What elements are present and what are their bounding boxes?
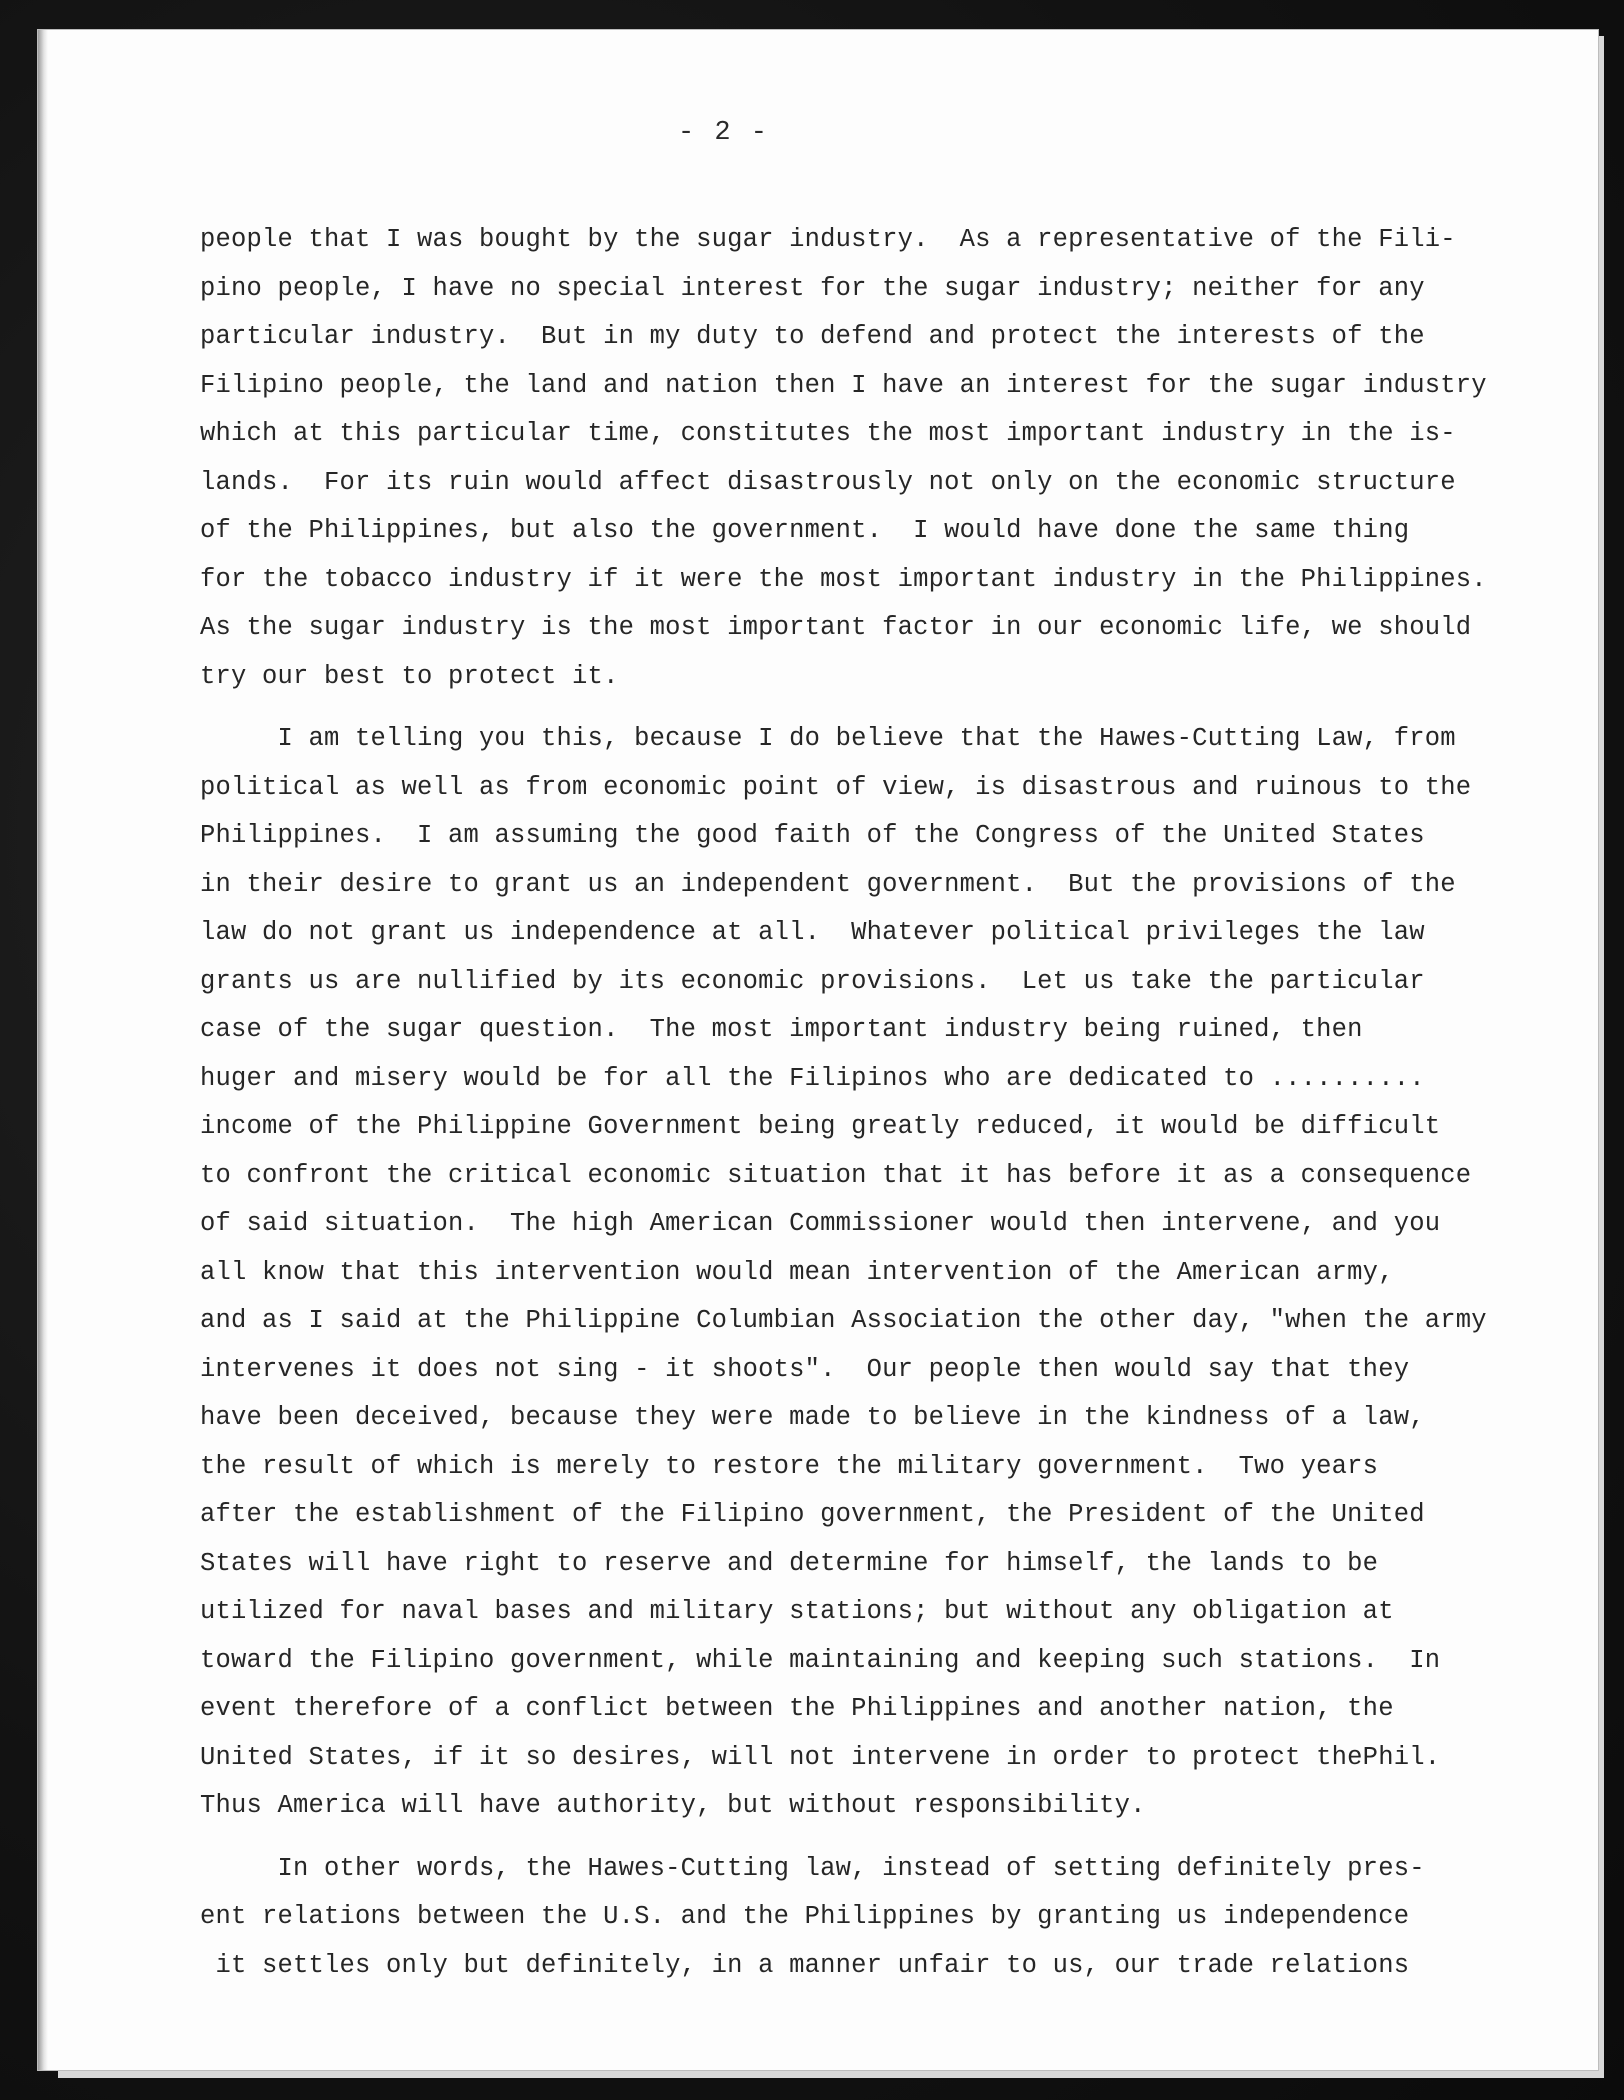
text-line: I am telling you this, because I do believe that the Hawes-Cutting Law, from	[200, 724, 1456, 753]
text-line: event therefore of a conflict between the Philippines and another nation, the	[200, 1694, 1394, 1723]
text-line: have been deceived, because they were made to believe in the kindness of a law,	[200, 1403, 1425, 1432]
text-line: Thus America will have authority, but without responsibility.	[200, 1791, 1146, 1820]
text-line: utilized for naval bases and military stations; but without any obligation at	[200, 1597, 1394, 1626]
text-line: ent relations between the U.S. and the Philippines by granting us independence	[200, 1902, 1410, 1931]
text-line: of said situation. The high American Commissioner would then intervene, and you	[200, 1209, 1441, 1238]
text-line: after the establishment of the Filipino government, the President of the United	[200, 1500, 1425, 1529]
text-line: of the Philippines, but also the government. I would have done the same thing	[200, 516, 1410, 545]
text-line: and as I said at the Philippine Columbian Association the other day, "when the army	[200, 1306, 1487, 1335]
text-line: political as well as from economic point of view, is disastrous and ruinous to the	[200, 772, 1472, 802]
text-line: United States, if it so desires, will not intervene in order to protect thePhil.	[200, 1742, 1441, 1772]
text-line: in their desire to grant us an independent government. But the provisions of the	[200, 869, 1456, 899]
text-line: States will have right to reserve and determine for himself, the lands to be	[200, 1548, 1379, 1578]
text-line: In other words, the Hawes-Cutting law, instead of setting definitely pres-	[200, 1853, 1425, 1883]
text-line: try our best to protect it.	[200, 661, 619, 691]
text-line: particular industry. But in my duty to defend and protect the interests of the	[200, 322, 1425, 351]
text-line: which at this particular time, constitutes the most important industry in the is-	[200, 419, 1456, 448]
text-line: pino people, I have no special interest for the sugar industry; neither for any	[200, 273, 1425, 303]
text-line: huger and misery would be for all the Filipinos who are dedicated to ..........	[200, 1063, 1425, 1093]
text-line: for the tobacco industry if it were the most important industry in the Philippines.	[200, 564, 1487, 594]
document-page	[38, 30, 1598, 2070]
text-line: all know that this intervention would mean intervention of the American army,	[200, 1257, 1394, 1287]
page-number: - 2 -	[678, 118, 770, 148]
text-line: toward the Filipino government, while maintaining and keeping such stations. In	[200, 1645, 1441, 1675]
text-line: case of the sugar question. The most important industry being ruined, then	[200, 1015, 1363, 1044]
text-line: income of the Philippine Government being greatly reduced, it would be difficult	[200, 1112, 1441, 1141]
paragraph	[200, 216, 1595, 701]
text-line: the result of which is merely to restore the military government. Two years	[200, 1451, 1379, 1481]
text-line: intervenes it does not sing - it shoots". Our people then would say that they	[200, 1354, 1410, 1384]
text-line: lands. For its ruin would affect disastrously not only on the economic structure	[200, 467, 1456, 497]
document-body	[200, 216, 1595, 2004]
text-line: people that I was bought by the sugar industry. As a representative of the Fili-	[200, 225, 1456, 254]
text-line: grants us are nullified by its economic provisions. Let us take the particular	[200, 966, 1425, 996]
paragraph	[200, 715, 1595, 1831]
text-line: Filipino people, the land and nation then I have an interest for the sugar industry	[200, 370, 1487, 400]
paragraph	[200, 1845, 1595, 1991]
text-line: it settles only but definitely, in a manner unfair to us, our trade relations	[200, 1950, 1410, 1980]
text-line: law do not grant us independence at all. Whatever political privileges the law	[200, 918, 1425, 947]
text-line: to confront the critical economic situation that it has before it as a consequence	[200, 1160, 1472, 1190]
text-line: Philippines. I am assuming the good faith of the Congress of the United States	[200, 821, 1425, 850]
page-left-edge	[38, 30, 48, 2070]
text-line: As the sugar industry is the most important factor in our economic life, we should	[200, 613, 1472, 642]
